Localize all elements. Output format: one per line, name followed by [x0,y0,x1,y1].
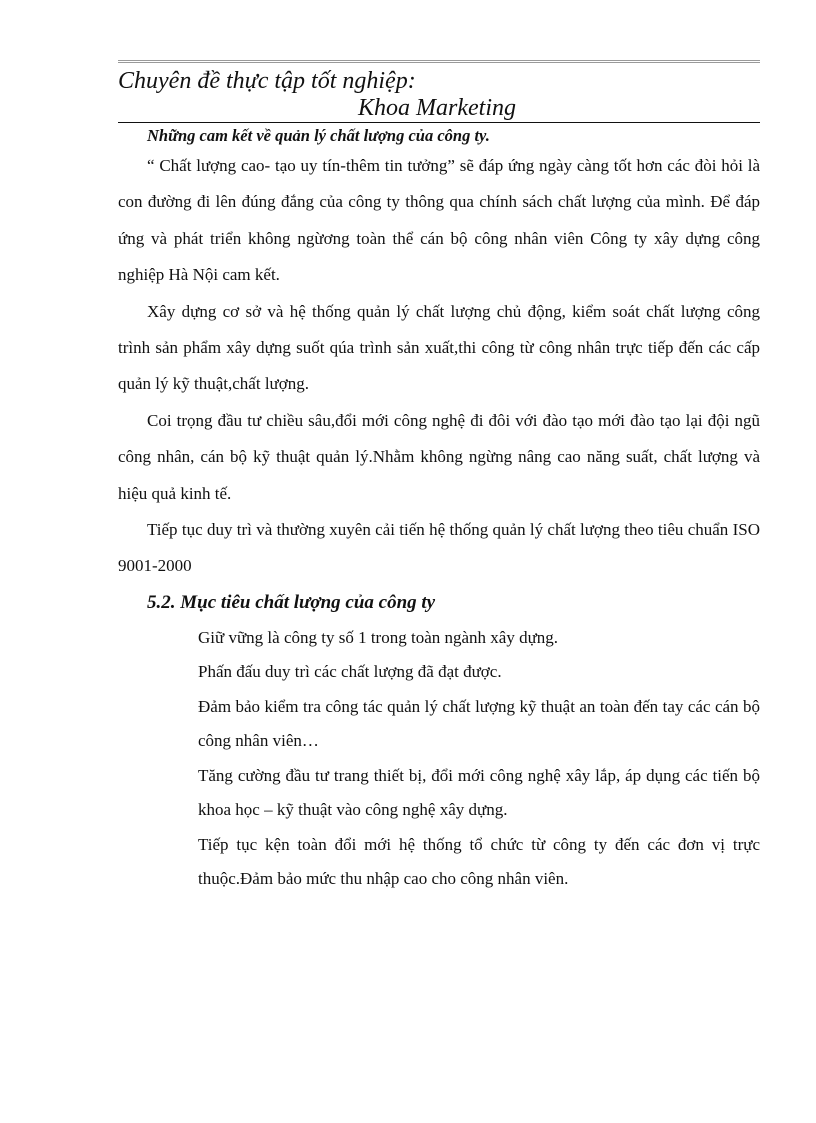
header-top-rule [118,60,760,63]
header-title: Chuyên đề thực tập tốt nghiệp: [118,68,416,94]
commitments-paragraph: Tiếp tục duy trì và thường xuyên cải tiến hệ thống quản lý chất lượng theo tiêu chuẩn ISO 9001-2000 [118,520,760,576]
objective-item: Phấn đấu duy trì các chất lượng đã đạt được. [198,662,502,682]
objective-item: Tăng cường đầu tư trang thiết bị, đổi mới công nghệ xây lắp, áp dụng các tiến bộ khoa học – kỹ thuật vào công nghệ xây dựng. [198,765,760,820]
objective-item: Tiếp tục kện toàn đổi mới hệ thống tổ chức từ công ty đến các đơn vị trực thuộc.Đảm bảo mức thu nhập cao cho công nhân viên. [198,834,760,889]
section-heading-quality-objectives: 5.2. Mục tiêu chất lượng của công ty [147,591,436,613]
objective-item: Giữ vững là công ty số 1 trong toàn ngành xây dựng. [198,627,559,647]
header-department: Khoa Marketing [358,95,516,121]
header-bottom-rule [118,122,760,123]
document-body [118,124,760,897]
objective-item: Đảm bảo kiểm tra công tác quản lý chất lượng kỹ thuật an toàn đến tay các cán bộ công nhân viên… [198,696,760,751]
commitments-paragraph: Xây dựng cơ sở và hệ thống quản lý chất lượng chủ động, kiểm soát chất lượng công trình sản phẩm xây dựng suốt qúa trình sản xuất,thi công từ công nhân trực tiếp đến các cấp quản lý kỹ thuật,chất lượng. [118,301,760,394]
commitments-paragraph: “ Chất lượng cao- tạo uy tín-thêm tin tưởng” sẽ đáp ứng ngày càng tốt hơn các đòi hỏi là con đường đi lên đúng đắng của công ty thông qua chính sách chất lượng của mình. Để đáp ứng và phát triển không ngừơng toàn thể cán bộ công nhân viên Công ty xây dựng công nghiệp Hà Nội cam kết. [118,156,760,285]
quality-objectives-list [118,621,760,897]
commitments-paragraph: Coi trọng đầu tư chiều sâu,đổi mới công nghệ đi đôi với đào tạo mới đào tạo lại đội ngũ công nhân, cán bộ kỹ thuật quản lý.Nhằm không ngừng nâng cao năng suất, chất lượng và hiệu quả kinh tế. [118,410,760,503]
commitments-heading: Những cam kết về quản lý chất lượng của công ty. [147,126,490,145]
